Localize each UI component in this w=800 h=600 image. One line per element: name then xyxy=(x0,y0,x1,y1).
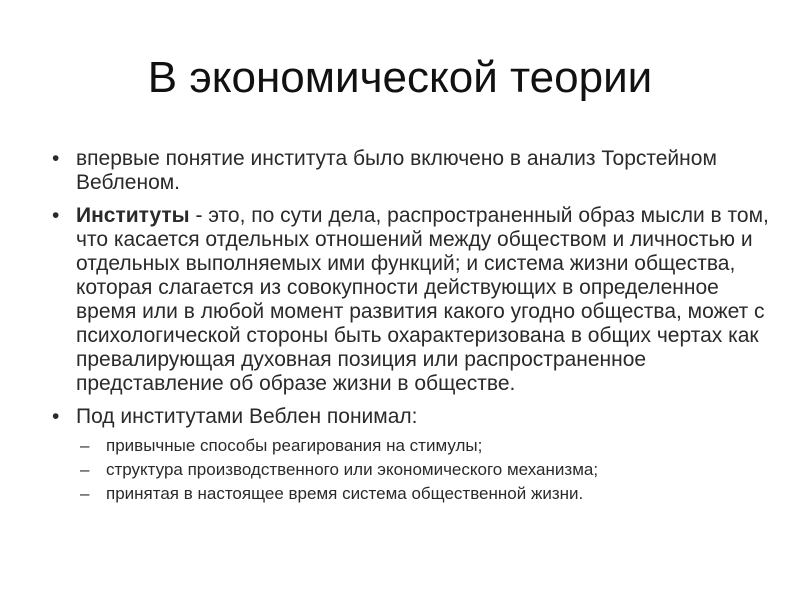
sub-bullet-text: принятая в настоящее время система общественной жизни. xyxy=(106,484,584,503)
dash-icon: – xyxy=(80,436,90,455)
bullet-icon: • xyxy=(52,147,60,170)
bullet-item-veblen-understanding xyxy=(50,405,770,505)
bullet-term: Институты xyxy=(76,204,190,227)
dash-icon: – xyxy=(80,484,90,503)
sub-bullet-item xyxy=(76,483,770,505)
bullet-text: впервые понятие института было включено в анализ Торстейном Вебленом. xyxy=(76,147,717,194)
bullet-item-veblen-intro xyxy=(50,147,770,195)
sub-bullet-text: привычные способы реагирования на стимулы; xyxy=(106,436,483,455)
bullet-text: Под институтами Веблен понимал: xyxy=(76,405,418,428)
bullet-item-institutions-definition xyxy=(50,204,770,396)
slide-title: В экономической теории xyxy=(147,53,653,102)
bullet-icon: • xyxy=(52,204,60,227)
sub-bullet-text: структура производственного или экономического механизма; xyxy=(106,460,599,479)
dash-icon: – xyxy=(80,460,90,479)
sub-bullet-item xyxy=(76,459,770,481)
slide-content xyxy=(50,147,770,514)
sub-bullet-list xyxy=(76,435,770,505)
bullet-icon: • xyxy=(52,405,60,428)
bullet-text: - это, по сути дела, распространенный образ мысли в том, что касается отдельных отношений между обществом и личностью и отдельных выполняемых ими функций; и система жизни общества, которая слагается из совокупности действующих в определенное время или в любой момент развития какого угодно общества, может с психологической стороны быть охарактеризована в общих чертах как превалирующая духовная позиция или распространенное представление об образе жизни в обществе. xyxy=(76,204,769,395)
bullet-list xyxy=(50,147,770,505)
sub-bullet-item xyxy=(76,435,770,457)
